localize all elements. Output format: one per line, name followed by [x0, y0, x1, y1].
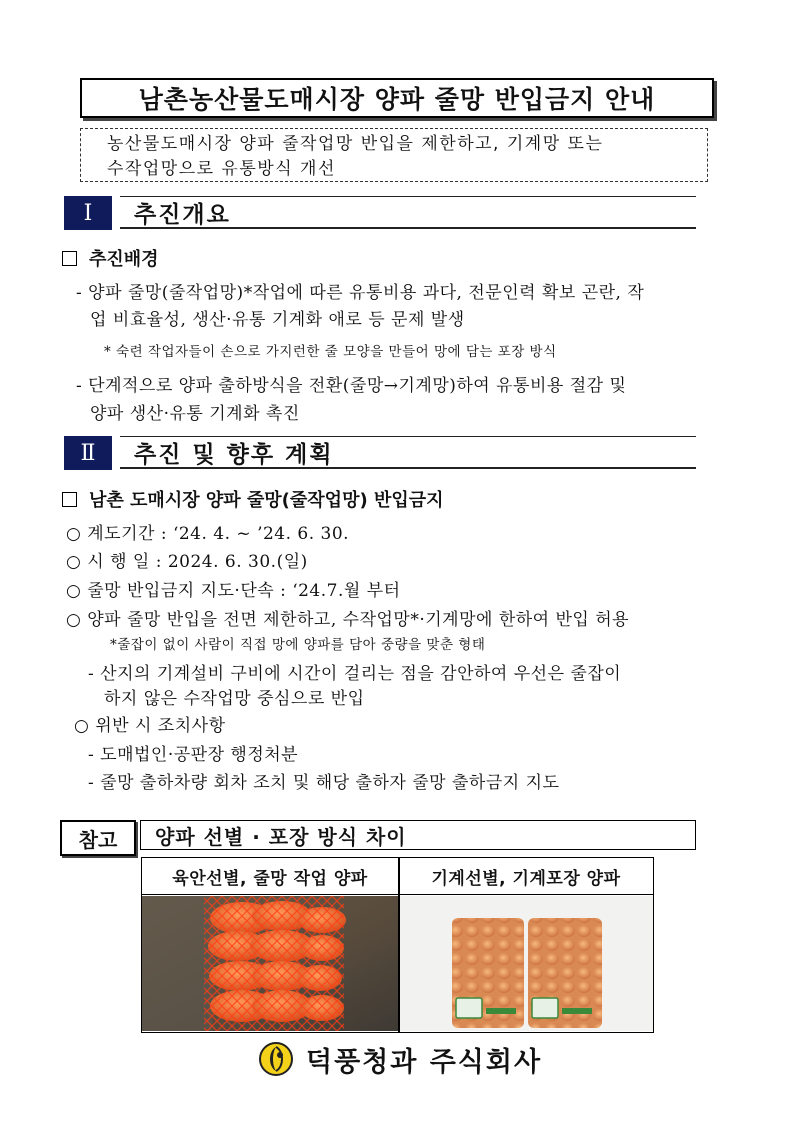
section-1-number: Ⅰ — [64, 196, 112, 230]
page-title — [80, 78, 714, 118]
section-2-header — [64, 436, 696, 470]
plan-item-effective-date: ○ 시 행 일 : 2024. 6. 30.(일) — [66, 552, 308, 572]
square-icon — [62, 251, 77, 266]
background-bullet-1-line-2: 업 비효율성, 생산·유통 기계화 애로 등 문제 발생 — [90, 310, 465, 330]
plan-sub-3: - 줄망 출하차량 회차 조치 및 해당 출하자 줄망 출하금지 지도 — [88, 773, 560, 793]
summary-line-1: 농산물도매시장 양파 줄작업망 반입을 제한하고, 기계망 또는 — [107, 134, 604, 154]
section-1-header — [64, 196, 696, 230]
section-1-heading — [62, 245, 159, 271]
section-1-heading-text: 추진배경 — [89, 249, 159, 270]
reference-label-text: 참고 — [78, 827, 118, 852]
square-icon — [62, 492, 77, 507]
plan-sub-1-line-1: - 산지의 기계설비 구비에 시간이 걸리는 점을 감안하여 우선은 줄잡이 — [88, 664, 622, 684]
reference-label — [60, 820, 136, 856]
plan-item-grace-period: ○ 계도기간 : ‘24. 4. ~ ’24. 6. 30. — [66, 524, 350, 544]
manual-net-onion-image — [142, 896, 398, 1031]
column-header-machine — [399, 858, 653, 895]
background-bullet-1-line-1: - 양파 줄망(줄작업망)*작업에 따른 유통비용 과다, 전문인력 확보 곤란, 작 — [76, 283, 645, 303]
footer — [258, 1040, 542, 1078]
comparison-table — [141, 857, 654, 1033]
section-2-number: Ⅱ — [64, 436, 112, 470]
plan-item-restriction: ○ 양파 줄망 반입을 전면 제한하고, 수작업망*·기계망에 한하여 반입 허용 — [66, 610, 630, 630]
plan-sub-2: - 도매법인·공판장 행정처분 — [88, 745, 299, 765]
page-title-text: 남촌농산물도매시장 양파 줄망 반입금지 안내 — [138, 85, 656, 114]
background-bullet-2-line-1: - 단계적으로 양파 출하방식을 전환(줄망→기계망)하여 유통비용 절감 및 — [76, 376, 627, 396]
section-2-title: 추진 및 향후 계획 — [134, 441, 334, 468]
plan-item-violation: ○ 위반 시 조치사항 — [74, 716, 226, 736]
manual-net-onion-photo — [142, 896, 398, 1031]
machine-packed-onion-photo — [400, 896, 653, 1031]
summary-box — [80, 128, 708, 182]
plan-sub-1-line-2: 하지 않은 수작업망 중심으로 반입 — [104, 689, 365, 709]
machine-packed-onion-image — [400, 896, 653, 1031]
section-2-heading — [62, 486, 444, 512]
plan-note: *줄잡이 없이 사람이 직접 망에 양파를 담아 중량을 맞춘 형태 — [110, 637, 486, 653]
reference-title — [140, 820, 696, 850]
column-header-machine-text: 기계선별, 기계포장 양파 — [431, 868, 621, 889]
column-header-manual-text: 육안선별, 줄망 작업 양파 — [172, 868, 368, 889]
company-name: 덕풍청과 주식회사 — [306, 1046, 543, 1078]
section-1-title: 추진개요 — [134, 201, 231, 228]
summary-line-2: 수작업망으로 유통방식 개선 — [107, 159, 336, 179]
reference-title-text: 양파 선별 · 포장 방식 차이 — [155, 824, 407, 849]
section-2-heading-text: 남촌 도매시장 양파 줄망(줄작업망) 반입금지 — [89, 490, 444, 511]
background-bullet-2-line-2: 양파 생산·유통 기계화 촉진 — [90, 404, 300, 424]
plan-item-enforcement: ○ 줄망 반입금지 지도·단속 : ‘24.7.월 부터 — [66, 581, 401, 601]
company-logo-icon — [258, 1041, 294, 1077]
background-note: * 숙련 작업자들이 손으로 가지런한 줄 모양을 만들어 망에 담는 포장 방식 — [104, 344, 557, 360]
column-header-manual — [142, 858, 399, 895]
